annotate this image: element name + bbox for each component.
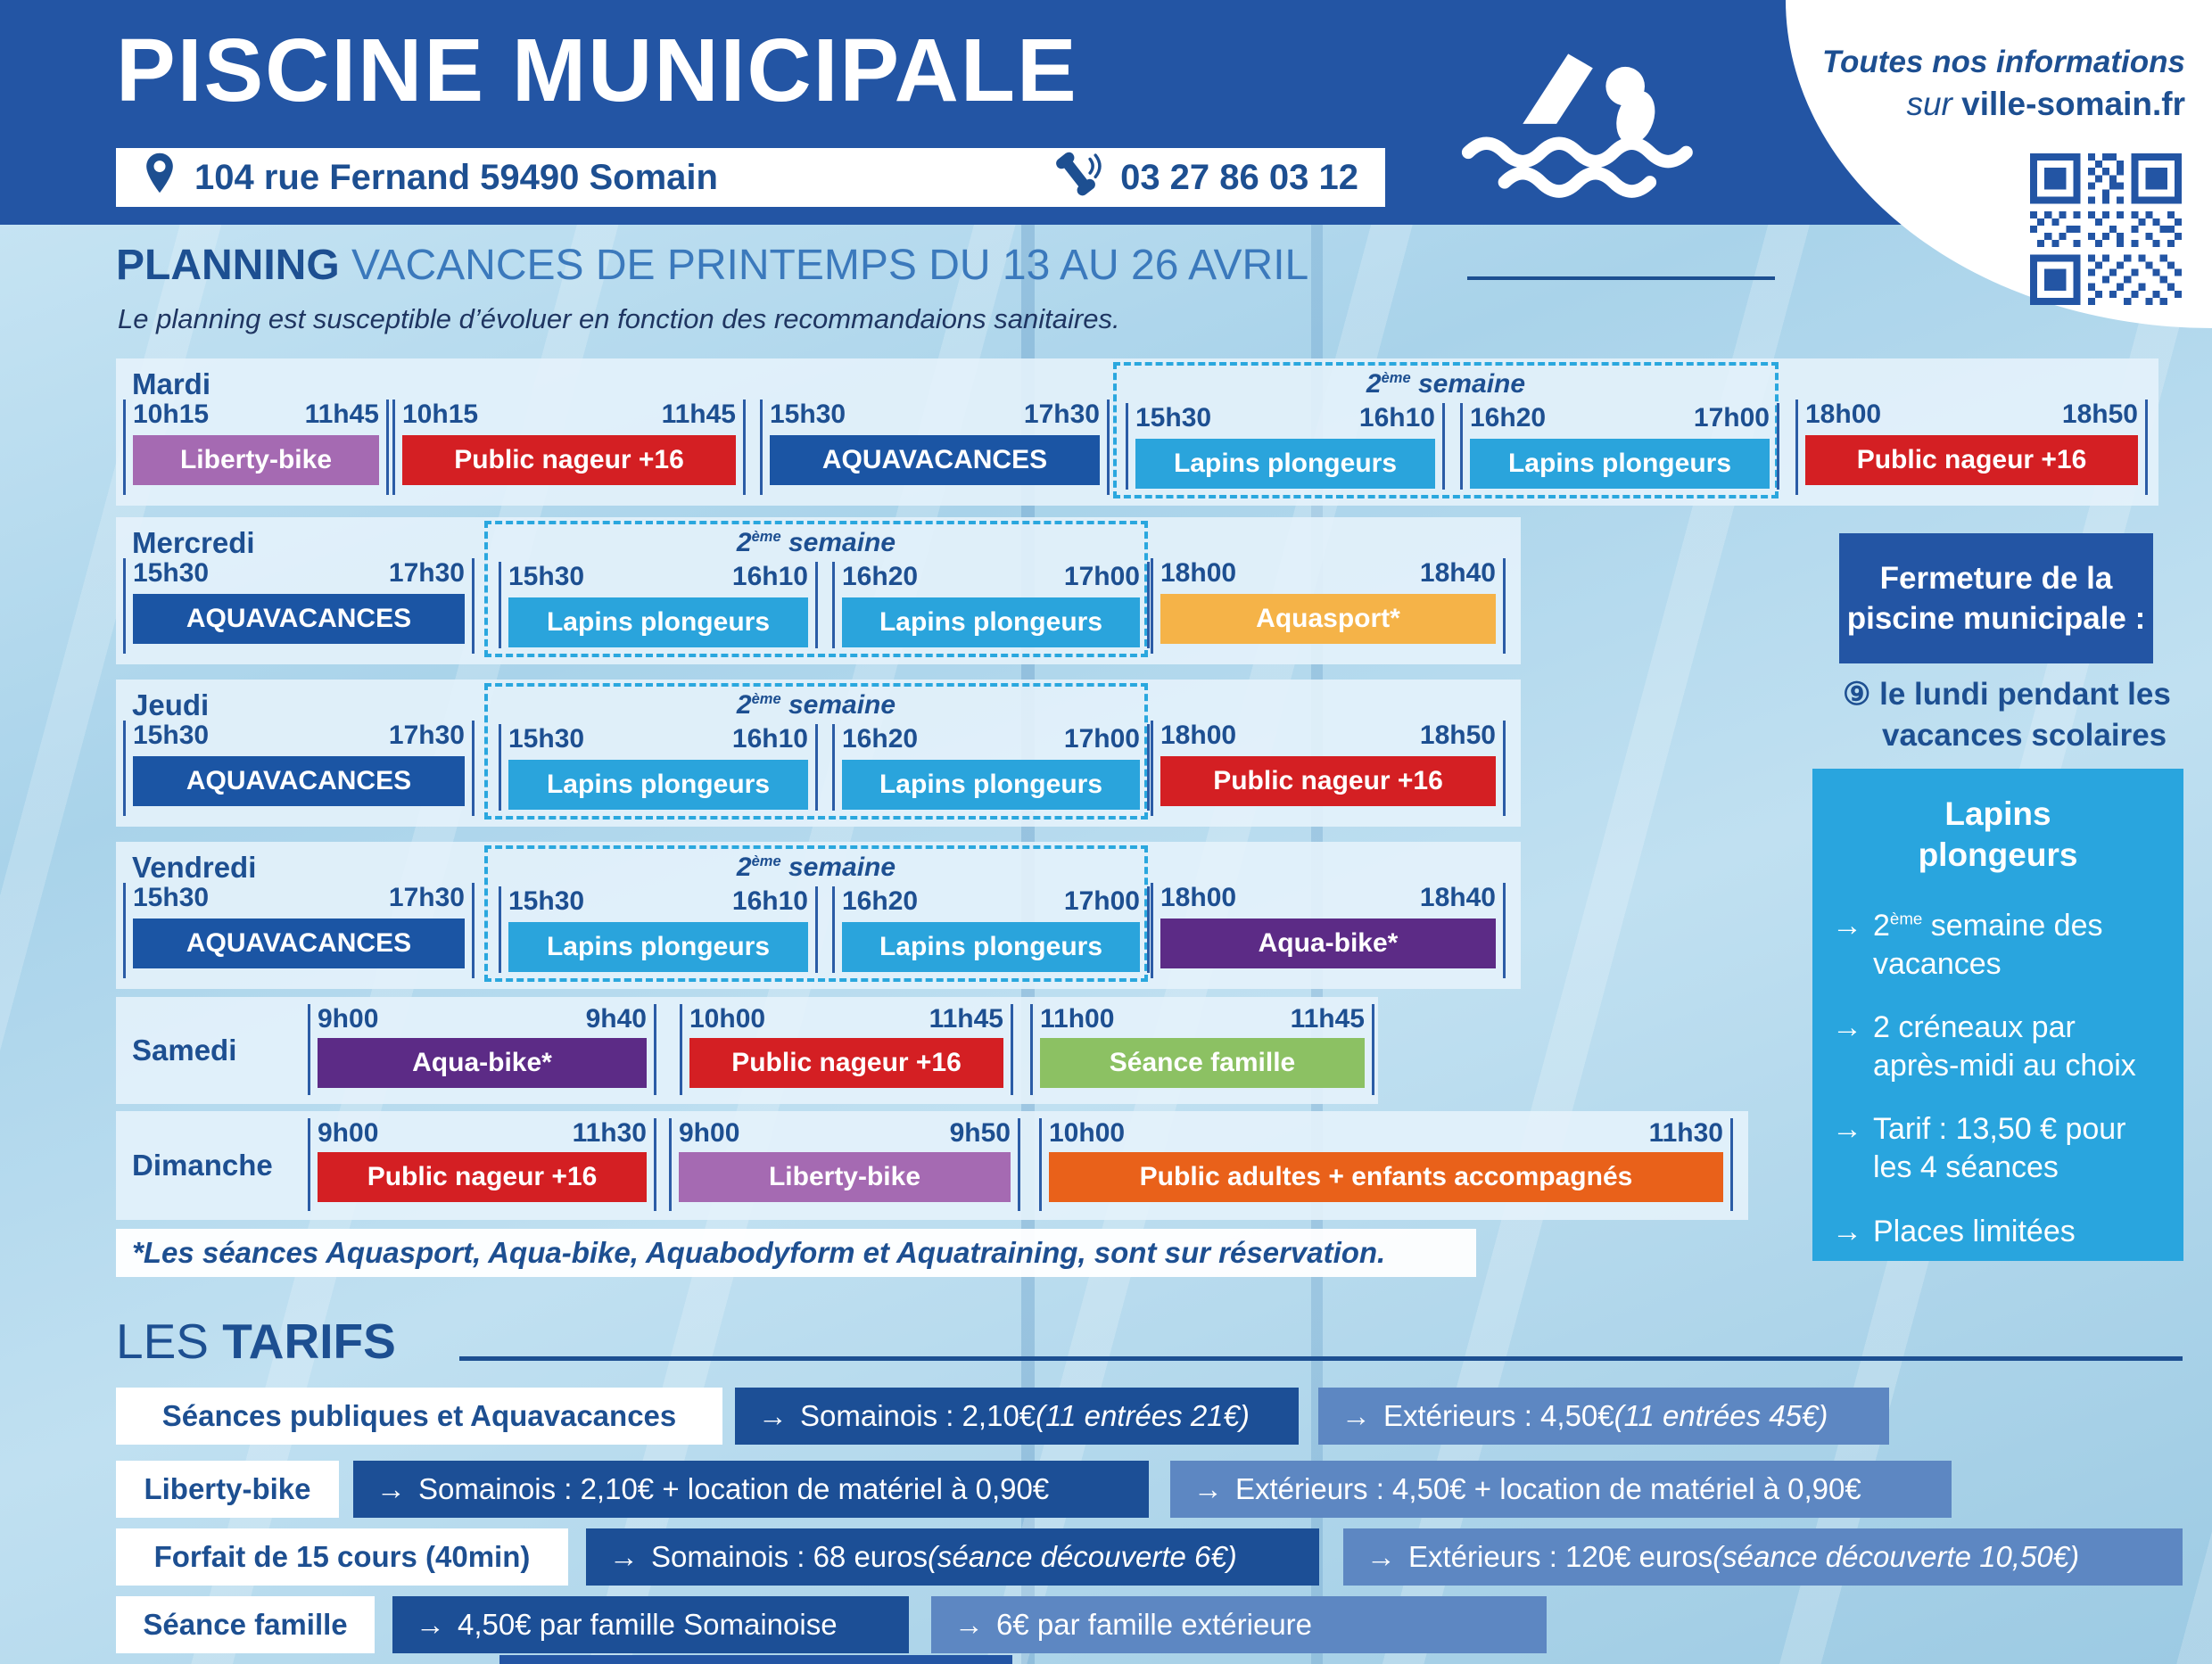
tarif-exterieurs: → Extérieurs : 4,50€ + location de matériel à 0,90€ [1170, 1461, 1952, 1518]
slot-end: 17h30 [388, 883, 465, 912]
day-label: Jeudi [132, 688, 210, 721]
activity-bar: AQUAVACANCES [133, 594, 465, 644]
time-slot [832, 562, 1150, 648]
location-pin-icon [143, 151, 177, 204]
planning-title [116, 241, 1308, 290]
activity-bar: AQUAVACANCES [770, 435, 1100, 485]
slot-end: 11h30 [572, 1118, 647, 1148]
slot-start: 9h00 [318, 1118, 379, 1148]
closure-note [1843, 674, 2182, 756]
slot-end: 17h00 [1063, 562, 1140, 591]
slot-end: 11h45 [929, 1004, 1003, 1034]
slot-start: 15h30 [1135, 403, 1212, 432]
time-slot [1030, 1004, 1374, 1095]
time-slot [1795, 400, 2148, 495]
time-slot [499, 562, 818, 648]
time-slot [1460, 403, 1779, 490]
lapins-bullet-3 [1832, 1110, 2164, 1187]
tarifs-title-rule [459, 1356, 2183, 1361]
time-slot [499, 886, 818, 973]
second-week-group [484, 683, 1148, 820]
slot-end: 11h45 [1290, 1004, 1365, 1034]
header-corner [1786, 0, 2212, 328]
closure-note-text: le lundi pendant les vacances scolaires [1870, 677, 2171, 754]
lapins-bullet-1 [1832, 907, 2164, 984]
closure-info-box [1839, 533, 2153, 663]
tarif-exterieurs: → 6€ par famille extérieure [931, 1596, 1547, 1653]
day-label: Samedi [132, 1034, 237, 1067]
slot-start: 10h15 [402, 400, 479, 429]
second-week-label: 2ème semaine [736, 853, 896, 882]
activity-bar: Aqua-bike* [318, 1038, 647, 1088]
second-week-label: 2ème semaine [1366, 369, 1526, 399]
closure-title-line1: Fermeture de la [1879, 560, 2113, 596]
activity-bar: Public nageur +16 [402, 435, 736, 485]
slot-end: 11h45 [661, 400, 736, 429]
second-week-group [1113, 362, 1779, 498]
second-week-group [484, 845, 1148, 982]
slot-start: 15h30 [133, 883, 210, 912]
info-line1: Toutes nos informations [1821, 45, 2185, 79]
tarif-label-seances-publiques: Séances publiques et Aquavacances [116, 1388, 722, 1445]
phone-icon [1056, 150, 1102, 205]
arrow-icon: → [1832, 1214, 1862, 1248]
time-slot [669, 1118, 1020, 1211]
slot-end: 11h30 [1648, 1118, 1723, 1148]
slot-start: 10h00 [689, 1004, 766, 1034]
time-slot [1126, 403, 1445, 490]
info-line2 [1822, 86, 2185, 123]
time-slot [1039, 1118, 1733, 1211]
arrow-icon: → [1832, 1009, 1862, 1044]
arrow-icon: → [1832, 908, 1862, 943]
slot-start: 16h20 [1470, 403, 1547, 432]
arrow-icon: → [1366, 1540, 1396, 1573]
time-slot [123, 721, 475, 816]
slot-start: 11h00 [1040, 1004, 1115, 1034]
slot-end: 18h40 [1419, 883, 1496, 912]
arrow-icon: → [416, 1608, 445, 1641]
second-week-label: 2ème semaine [736, 690, 896, 720]
activity-bar: Lapins plongeurs [508, 597, 808, 647]
lapins-bullet-4 [1832, 1213, 2164, 1251]
info-site-url: ville-somain.fr [1961, 86, 2185, 122]
time-slot [1151, 883, 1506, 978]
lapins-panel-title: Lapins plongeurs [1918, 795, 2078, 874]
qr-code [2030, 153, 2182, 305]
arrow-icon: → [1193, 1472, 1223, 1505]
day-label: Mardi [132, 367, 211, 400]
lapins-bullet-2 [1832, 1009, 2164, 1085]
day-label: Vendredi [132, 851, 257, 884]
bottom-accent-bar [499, 1655, 1012, 1664]
arrow-icon: → [758, 1399, 788, 1432]
tarif-exterieurs: → Extérieurs : 120€ euros (séance découverte 10,50€) [1343, 1528, 2183, 1586]
planning-subtitle: Le planning est susceptible d’évoluer en fonction des recommandaions sanitaires. [118, 303, 1120, 334]
slot-end: 17h00 [1063, 886, 1140, 916]
second-week-group [484, 521, 1148, 657]
slot-end: 17h30 [388, 558, 465, 588]
lapins-bullet-text: 2 créneaux par après-midi au choix [1873, 1009, 2136, 1083]
arrow-icon: → [609, 1540, 639, 1573]
schedule-row-mercredi [116, 517, 1521, 664]
tarif-somainois: → Somainois : 2,10€ + location de matériel à 0,90€ [353, 1461, 1149, 1518]
slot-start: 16h20 [842, 562, 919, 591]
time-slot [1151, 558, 1506, 654]
day-label: Dimanche [132, 1149, 273, 1182]
activity-bar: Lapins plongeurs [842, 597, 1140, 647]
activity-bar: AQUAVACANCES [133, 756, 465, 806]
tarif-label-seance-famille: Séance famille [116, 1596, 375, 1653]
slot-start: 15h30 [508, 886, 585, 916]
slot-start: 9h00 [318, 1004, 379, 1034]
tarifs-title: LES TARIFS [116, 1314, 396, 1369]
arrow-icon: → [376, 1472, 406, 1505]
address-bar [116, 148, 1385, 207]
slot-end: 16h10 [731, 562, 808, 591]
slot-start: 15h30 [508, 724, 585, 754]
planning-title-rest: VACANCES DE PRINTEMPS DU 13 AU 26 AVRIL [339, 242, 1309, 289]
activity-bar: Public nageur +16 [318, 1152, 647, 1202]
activity-bar: Public nageur +16 [689, 1038, 1003, 1088]
tarif-somainois: → 4,50€ par famille Somainoise [392, 1596, 909, 1653]
activity-bar: Lapins plongeurs [508, 760, 808, 810]
arrow-icon: → [1341, 1399, 1371, 1432]
arrow-icon: → [954, 1608, 984, 1641]
planning-title-bold: PLANNING [116, 242, 340, 289]
schedule-row-dimanche [116, 1111, 1748, 1220]
time-slot [499, 724, 818, 811]
slot-end: 11h45 [304, 400, 379, 429]
second-week-label: 2ème semaine [736, 528, 896, 557]
page-title: PISCINE MUNICIPALE [116, 21, 1078, 120]
activity-bar: Liberty-bike [679, 1152, 1011, 1202]
slot-end: 17h30 [388, 721, 465, 750]
activity-bar: Lapins plongeurs [842, 922, 1140, 972]
time-slot [392, 400, 746, 495]
activity-bar: Public nageur +16 [1160, 756, 1496, 806]
time-slot [308, 1118, 656, 1211]
slot-start: 15h30 [770, 400, 846, 429]
activity-bar: Aqua-bike* [1160, 918, 1496, 968]
slot-end: 17h00 [1693, 403, 1770, 432]
activity-bar: Lapins plongeurs [508, 922, 808, 972]
tarif-exterieurs: → Extérieurs : 4,50€ (11 entrées 45€) [1318, 1388, 1889, 1445]
time-slot [680, 1004, 1013, 1095]
slot-end: 16h10 [1358, 403, 1435, 432]
circled-nine-bullet-icon: ⑨ [1843, 677, 1871, 712]
schedule-row-vendredi [116, 842, 1521, 989]
tarif-label-liberty-bike: Liberty-bike [116, 1461, 339, 1518]
tarif-label-forfait: Forfait de 15 cours (40min) [116, 1528, 568, 1586]
activity-bar: Public nageur +16 [1805, 435, 2138, 485]
time-slot [832, 886, 1150, 973]
slot-end: 18h40 [1419, 558, 1496, 588]
tarif-somainois: → Somainois : 2,10€ (11 entrées 21€) [735, 1388, 1299, 1445]
slot-start: 15h30 [133, 721, 210, 750]
time-slot [123, 400, 389, 495]
time-slot [760, 400, 1110, 495]
slot-start: 16h20 [842, 724, 919, 754]
time-slot [832, 724, 1150, 811]
tarif-somainois: → Somainois : 68 euros (séance découverte 6€) [586, 1528, 1319, 1586]
activity-bar: Public adultes + enfants accompagnés [1049, 1152, 1723, 1202]
activity-bar: Séance famille [1040, 1038, 1365, 1088]
time-slot [308, 1004, 656, 1095]
activity-bar: Liberty-bike [133, 435, 379, 485]
lapins-bullet-text: Tarif : 13,50 € pour les 4 séances [1873, 1112, 2126, 1185]
swimmer-icon [1445, 41, 1730, 202]
slot-end: 16h10 [731, 886, 808, 916]
slot-start: 15h30 [133, 558, 210, 588]
slot-start: 10h00 [1049, 1118, 1126, 1148]
address-text: 104 rue Fernand 59490 Somain [194, 157, 718, 197]
lapins-bullet-text: Places limitées [1873, 1214, 2076, 1248]
reservation-footnote: *Les séances Aquasport, Aqua-bike, Aquabodyform et Aquatraining, sont sur réservation. [116, 1229, 1476, 1277]
activity-bar: AQUAVACANCES [133, 918, 465, 968]
activity-bar: Lapins plongeurs [1470, 439, 1770, 489]
day-label: Mercredi [132, 526, 255, 559]
schedule-row-jeudi [116, 680, 1521, 827]
arrow-icon: → [1832, 1112, 1862, 1147]
info-text [1822, 45, 2185, 123]
slot-start: 18h00 [1160, 883, 1237, 912]
slot-end: 9h50 [949, 1118, 1011, 1148]
slot-end: 16h10 [731, 724, 808, 754]
activity-bar: Lapins plongeurs [1135, 439, 1435, 489]
closure-title-line2: piscine municipale : [1846, 601, 2146, 636]
slot-start: 16h20 [842, 886, 919, 916]
slot-end: 18h50 [2061, 400, 2138, 429]
slot-start: 18h00 [1805, 400, 1882, 429]
planning-title-rule [1467, 276, 1775, 280]
slot-end: 17h00 [1063, 724, 1140, 754]
phone-number: 03 27 86 03 12 [1120, 157, 1358, 197]
activity-bar: Lapins plongeurs [842, 760, 1140, 810]
slot-end: 17h30 [1023, 400, 1100, 429]
activity-bar: Aquasport* [1160, 594, 1496, 644]
slot-start: 10h15 [133, 400, 210, 429]
lapins-bullet-text: 2ème semaine des vacances [1873, 908, 2103, 981]
slot-start: 18h00 [1160, 721, 1237, 750]
time-slot [123, 558, 475, 654]
time-slot [1151, 721, 1506, 816]
time-slot [123, 883, 475, 978]
slot-end: 9h40 [585, 1004, 647, 1034]
schedule-row-mardi [116, 358, 2158, 506]
slot-end: 18h50 [1419, 721, 1496, 750]
schedule-row-samedi [116, 997, 1378, 1104]
slot-start: 18h00 [1160, 558, 1237, 588]
info-prefix: sur [1906, 86, 1962, 122]
slot-start: 9h00 [679, 1118, 740, 1148]
slot-start: 15h30 [508, 562, 585, 591]
lapins-plongeurs-panel [1812, 769, 2183, 1261]
